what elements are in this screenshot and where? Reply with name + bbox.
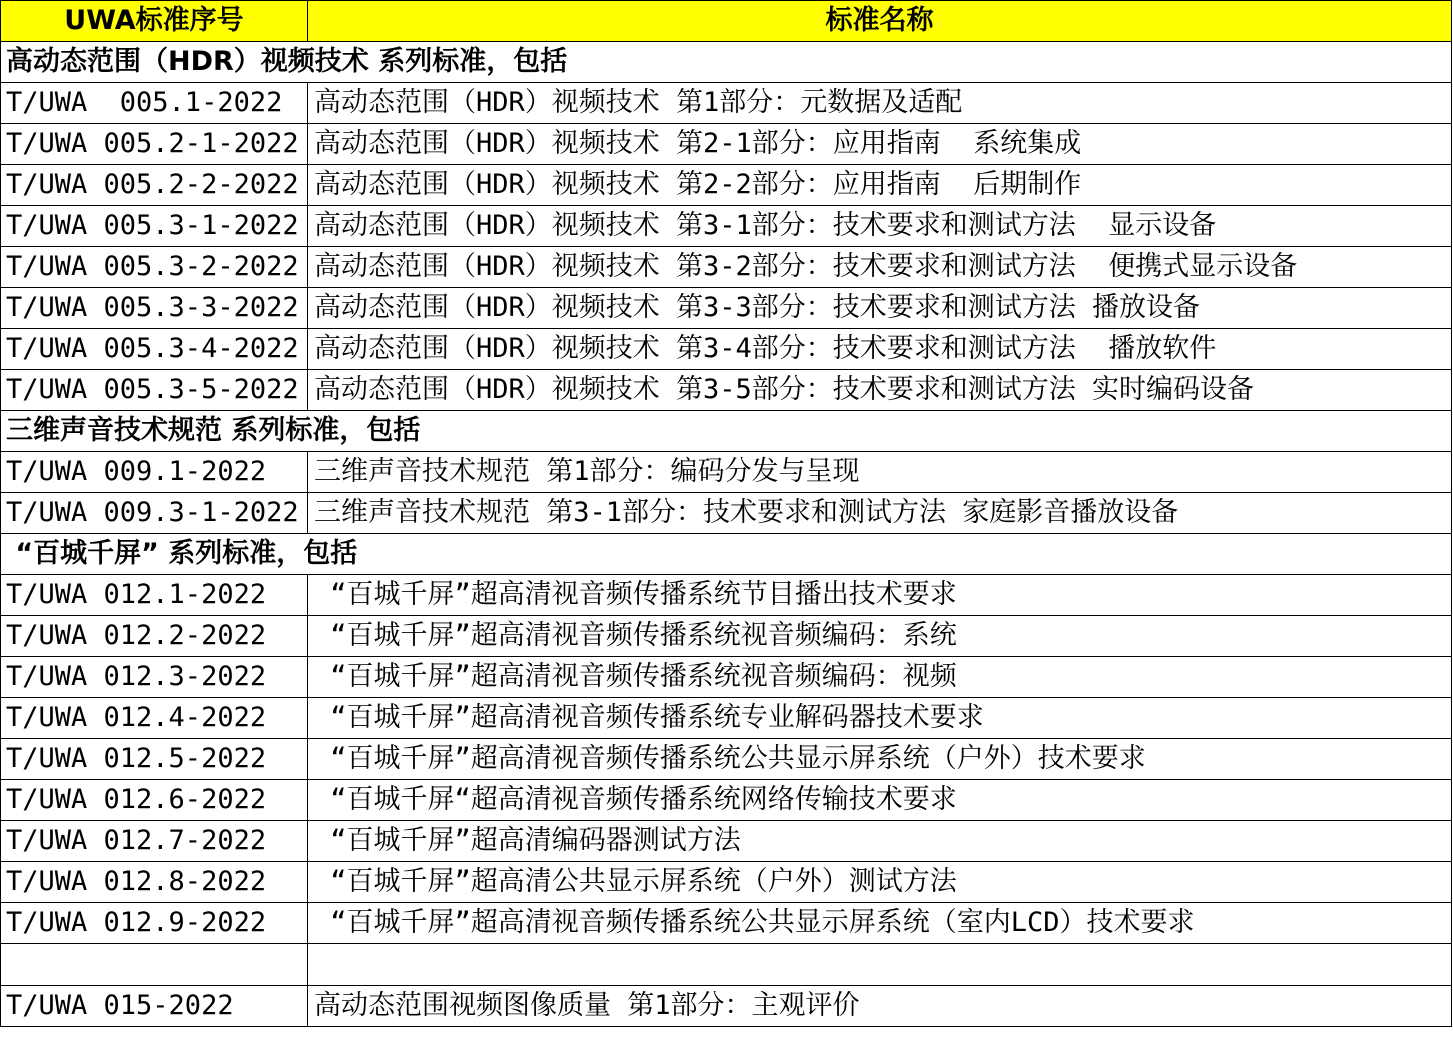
table-row — [1, 288, 1452, 329]
standard-name-cell: “百城千屏”超高清视音频传播系统视音频编码：系统 — [308, 616, 1452, 657]
table-row — [1, 821, 1452, 862]
table-row — [1, 739, 1452, 780]
section-title: 三维声音技术规范 系列标准，包括 — [1, 411, 1452, 452]
section-row — [1, 411, 1452, 452]
table-row — [1, 986, 1452, 1027]
standard-name-cell: “百城千屏”超高清视音频传播系统公共显示屏系统（室内LCD）技术要求 — [308, 903, 1452, 944]
standard-code-cell: T/UWA 005.3-2-2022 — [1, 247, 308, 288]
standard-code-cell: T/UWA 005.1-2022 — [1, 83, 308, 124]
standard-code-cell: T/UWA 005.3-1-2022 — [1, 206, 308, 247]
standard-name-cell: 高动态范围（HDR）视频技术 第3-2部分：技术要求和测试方法 便携式显示设备 — [308, 247, 1452, 288]
standard-code-cell: T/UWA 009.3-1-2022 — [1, 493, 308, 534]
table-row — [1, 493, 1452, 534]
standard-code-cell: T/UWA 012.1-2022 — [1, 575, 308, 616]
table-row — [1, 165, 1452, 206]
table-row — [1, 124, 1452, 165]
section-row — [1, 42, 1452, 83]
standard-name-cell: 高动态范围（HDR）视频技术 第3-4部分：技术要求和测试方法 播放软件 — [308, 329, 1452, 370]
table-row — [1, 616, 1452, 657]
standard-name-cell: 三维声音技术规范 第1部分：编码分发与呈现 — [308, 452, 1452, 493]
empty-cell — [1, 944, 308, 986]
standard-code-cell: T/UWA 005.3-5-2022 — [1, 370, 308, 411]
standard-name-cell: 高动态范围（HDR）视频技术 第2-1部分：应用指南 系统集成 — [308, 124, 1452, 165]
standard-code-cell: T/UWA 012.7-2022 — [1, 821, 308, 862]
standard-code-cell: T/UWA 012.6-2022 — [1, 780, 308, 821]
standard-code-cell: T/UWA 005.3-3-2022 — [1, 288, 308, 329]
standard-code-cell: T/UWA 009.1-2022 — [1, 452, 308, 493]
standard-name-cell: 高动态范围视频图像质量 第1部分：主观评价 — [308, 986, 1452, 1027]
standard-name-cell: “百城千屏”超高清视音频传播系统节目播出技术要求 — [308, 575, 1452, 616]
standard-name-cell: 高动态范围（HDR）视频技术 第1部分：元数据及适配 — [308, 83, 1452, 124]
table-row — [1, 247, 1452, 288]
table-row — [1, 83, 1452, 124]
table-row — [1, 370, 1452, 411]
blank-row — [1, 944, 1452, 986]
table-row — [1, 903, 1452, 944]
table-row — [1, 862, 1452, 903]
standard-name-cell: “百城千屏”超高清视音频传播系统专业解码器技术要求 — [308, 698, 1452, 739]
table-row — [1, 452, 1452, 493]
table-row — [1, 698, 1452, 739]
table-row — [1, 657, 1452, 698]
standard-name-cell: “百城千屏“超高清视音频传播系统网络传输技术要求 — [308, 780, 1452, 821]
standard-name-cell: 高动态范围（HDR）视频技术 第2-2部分：应用指南 后期制作 — [308, 165, 1452, 206]
empty-cell — [308, 944, 1452, 986]
standard-code-cell: T/UWA 012.9-2022 — [1, 903, 308, 944]
standard-code-cell: T/UWA 012.5-2022 — [1, 739, 308, 780]
standard-code-cell: T/UWA 012.4-2022 — [1, 698, 308, 739]
header-standard-name: 标准名称 — [308, 1, 1452, 42]
table-row — [1, 206, 1452, 247]
section-row — [1, 534, 1452, 575]
section-title: 高动态范围（HDR）视频技术 系列标准，包括 — [1, 42, 1452, 83]
standard-code-cell: T/UWA 015-2022 — [1, 986, 308, 1027]
section-title: “百城千屏” 系列标准，包括 — [1, 534, 1452, 575]
standard-name-cell: “百城千屏”超高清视音频传播系统公共显示屏系统（户外）技术要求 — [308, 739, 1452, 780]
standard-name-cell: 三维声音技术规范 第3-1部分：技术要求和测试方法 家庭影音播放设备 — [308, 493, 1452, 534]
standard-name-cell: 高动态范围（HDR）视频技术 第3-3部分：技术要求和测试方法 播放设备 — [308, 288, 1452, 329]
standard-name-cell: 高动态范围（HDR）视频技术 第3-1部分：技术要求和测试方法 显示设备 — [308, 206, 1452, 247]
table-row — [1, 575, 1452, 616]
standard-code-cell: T/UWA 005.2-1-2022 — [1, 124, 308, 165]
standard-name-cell: “百城千屏”超高清编码器测试方法 — [308, 821, 1452, 862]
table-row — [1, 329, 1452, 370]
standard-code-cell: T/UWA 012.3-2022 — [1, 657, 308, 698]
table-row — [1, 780, 1452, 821]
standard-code-cell: T/UWA 012.2-2022 — [1, 616, 308, 657]
standard-name-cell: “百城千屏”超高清公共显示屏系统（户外）测试方法 — [308, 862, 1452, 903]
standard-name-cell: 高动态范围（HDR）视频技术 第3-5部分：技术要求和测试方法 实时编码设备 — [308, 370, 1452, 411]
standard-code-cell: T/UWA 005.3-4-2022 — [1, 329, 308, 370]
standard-code-cell: T/UWA 005.2-2-2022 — [1, 165, 308, 206]
table-body — [1, 42, 1452, 1027]
header-standard-code: UWA标准序号 — [1, 1, 308, 42]
standard-code-cell: T/UWA 012.8-2022 — [1, 862, 308, 903]
standard-name-cell: “百城千屏”超高清视音频传播系统视音频编码：视频 — [308, 657, 1452, 698]
header-row — [1, 1, 1452, 42]
